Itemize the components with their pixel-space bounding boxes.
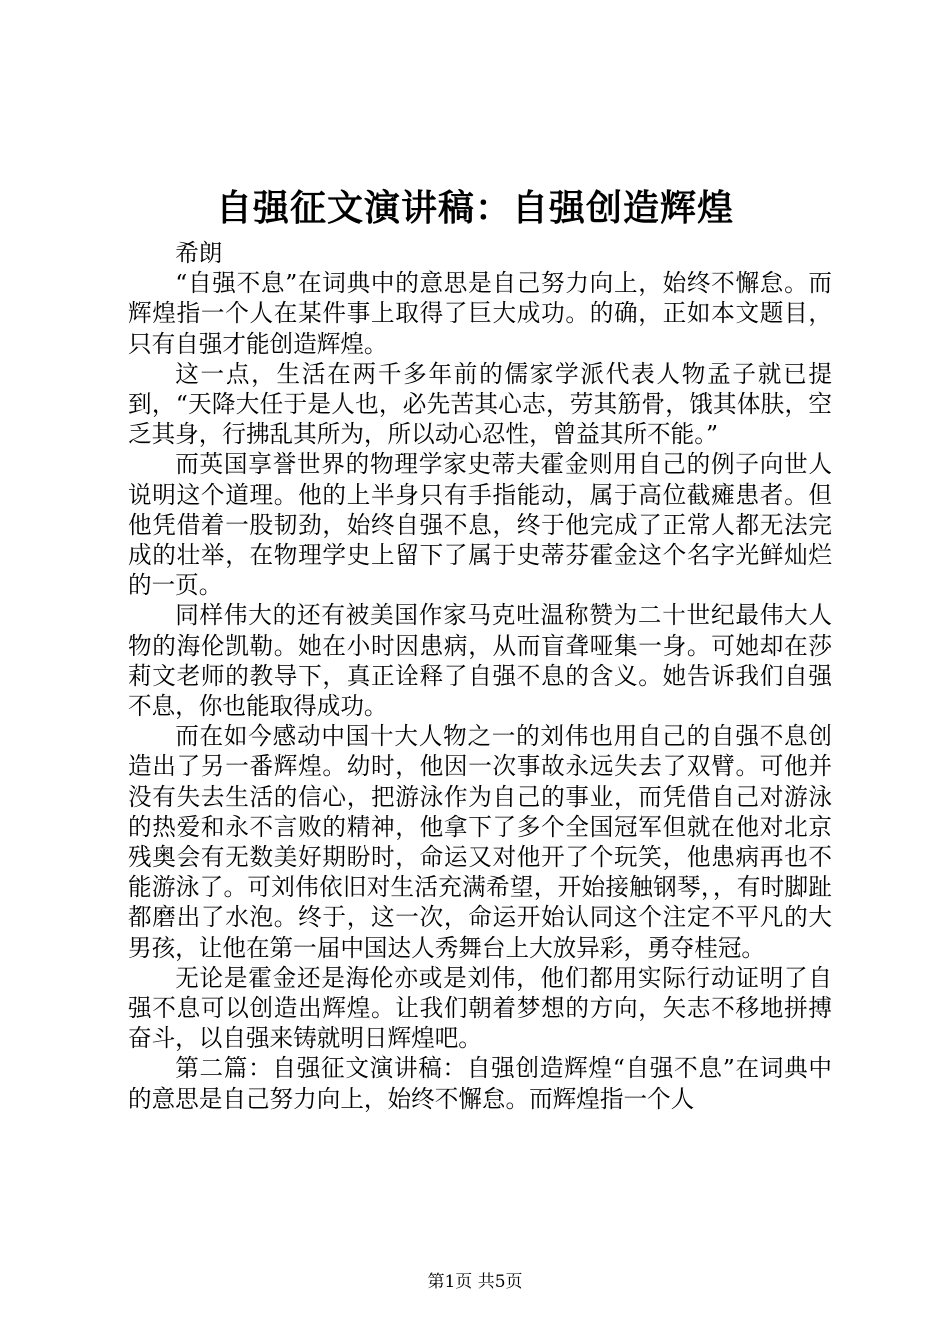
paragraph-1: “自强不息”在词典中的意思是自己努力向上，始终不懈怠。而辉煌指一个人在某件事上取得了巨大成功。的确，正如本文题目，只有自强才能创造辉煌。 bbox=[128, 269, 832, 358]
paragraph-5: 而在如今感动中国十大人物之一的刘伟也用自己的自强不息创造出了另一番辉煌。幼时，他因一次事故永远失去了双臂。可他并没有失去生活的信心，把游泳作为自己的事业，而凭借自己对游泳的热爱和永不言败的精神，他拿下了多个全国冠军但就在他对北京残奥会有无数美好期盼时，命运又对他开了个玩笑，他患病再也不能游泳了。可刘伟依旧对生活充满希望，开始接触钢琴，，有时脚趾都磨出了水泡。终于，这一次，命运开始认同这个注定不平凡的大男孩，让他在第一届中国达人秀舞台上大放异彩，勇夺桂冠。 bbox=[128, 722, 832, 962]
paragraph-3: 而英国享誉世界的物理学家史蒂夫霍金则用自己的例子向世人说明这个道理。他的上半身只有手指能动，属于高位截瘫患者。但他凭借着一股韧劲，始终自强不息，终于他完成了正常人都无法完成的壮举，在物理学史上留下了属于史蒂芬霍金这个名字光鲜灿烂的一页。 bbox=[128, 450, 832, 600]
paragraph-7: 第二篇：自强征文演讲稿：自强创造辉煌“自强不息”在词典中的意思是自己努力向上，始终不懈怠。而辉煌指一个人 bbox=[128, 1054, 832, 1113]
author-line: 希朗 bbox=[175, 239, 223, 267]
paragraph-2: 这一点，生活在两千多年前的儒家学派代表人物孟子就已提到，“天降大任于是人也，必先苦其心志，劳其筋骨，饿其体肤，空乏其身，行拂乱其所为，所以动心忍性，曾益其所不能。” bbox=[128, 359, 832, 449]
document-body bbox=[128, 238, 832, 1114]
page-footer: 第1页 共5页 bbox=[427, 1272, 523, 1292]
paragraph-6: 无论是霍金还是海伦亦或是刘伟，他们都用实际行动证明了自强不息可以创造出辉煌。让我们朝着梦想的方向，矢志不移地拼搏奋斗，以自强来铸就明日辉煌吧。 bbox=[128, 963, 832, 1053]
paragraph-4: 同样伟大的还有被美国作家马克吐温称赞为二十世纪最伟大人物的海伦凯勒。她在小时因患病，从而盲聋哑集一身。可她却在莎莉文老师的教导下，真正诠释了自强不息的含义。她告诉我们自强不息，你也能取得成功。 bbox=[128, 601, 832, 721]
document-title: 自强征文演讲稿：自强创造辉煌 bbox=[215, 187, 734, 229]
